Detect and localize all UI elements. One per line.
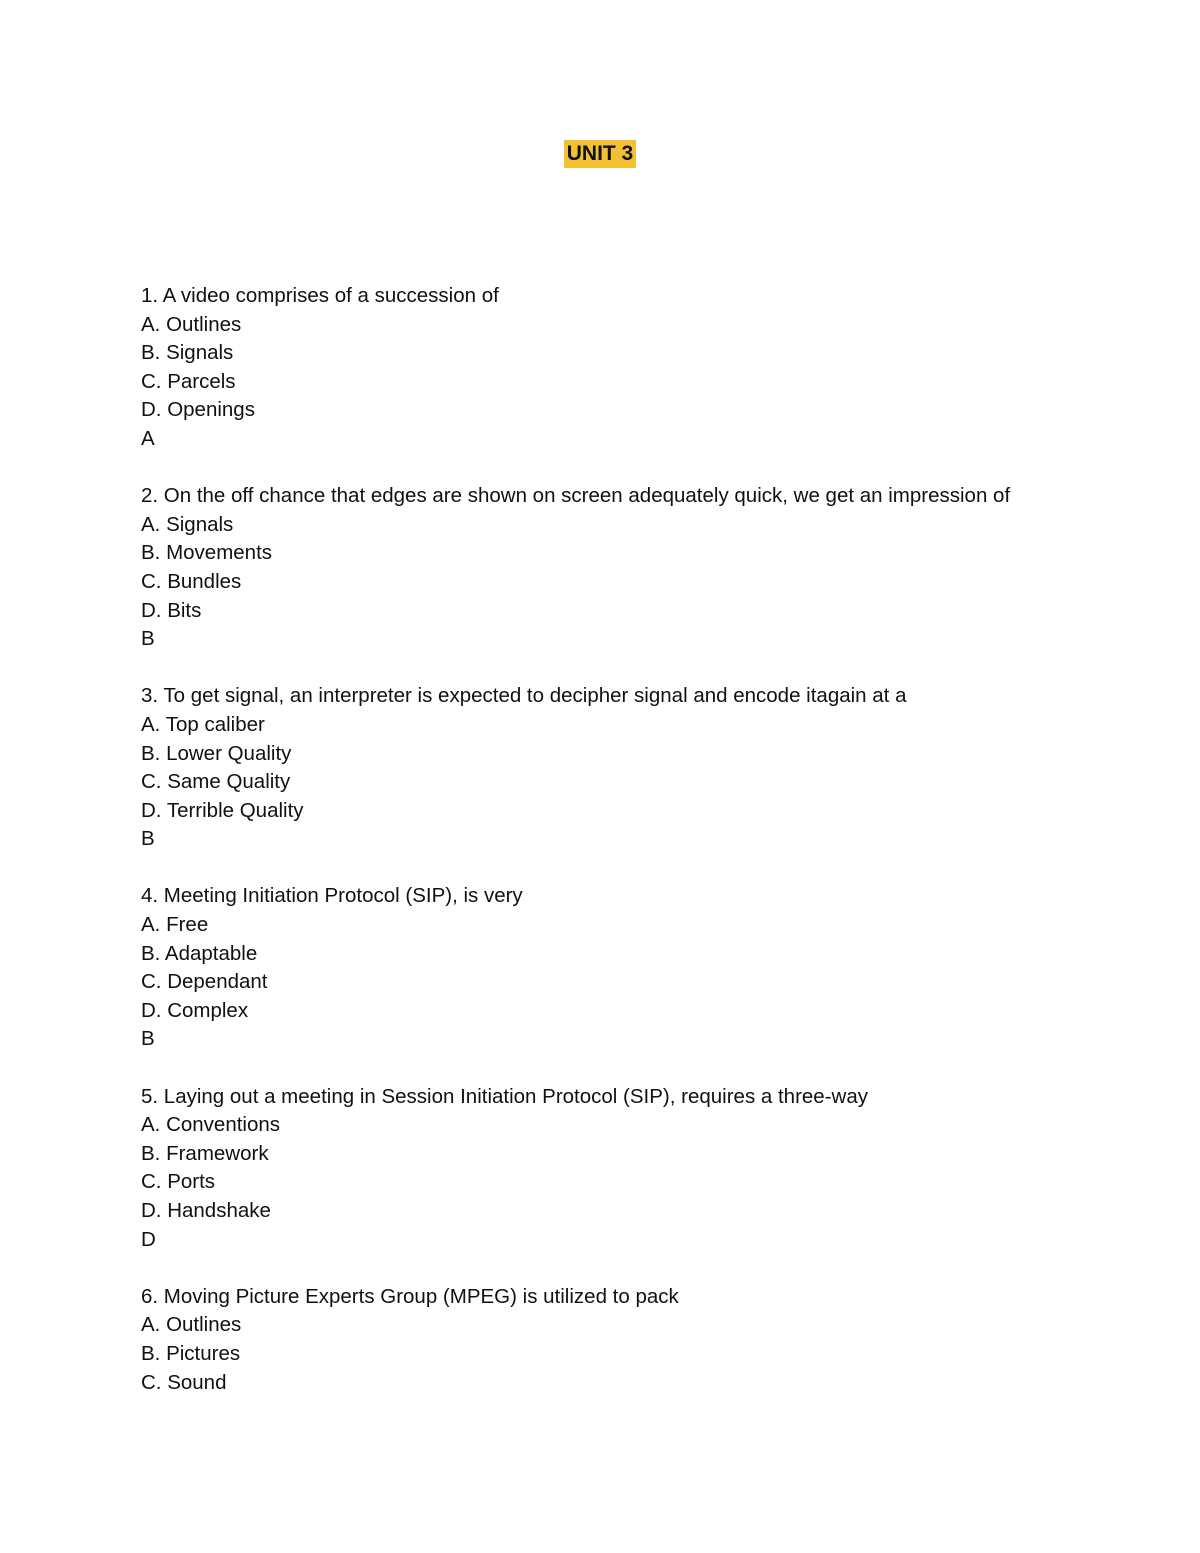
option-d: D. Handshake: [141, 1199, 271, 1222]
question-stem: 6. Moving Picture Experts Group (MPEG) is utilized to pack: [141, 1284, 679, 1308]
option-c: C. Parcels: [141, 369, 236, 393]
answer: D: [141, 1227, 156, 1251]
option-c: C. Dependant: [141, 970, 268, 994]
question-stem: 1. A video comprises of a succession of: [141, 284, 499, 307]
option-a: A. Outlines: [141, 312, 242, 336]
option-b: B. Adaptable: [141, 941, 258, 965]
option-b: B. Signals: [141, 341, 234, 365]
question-2: [141, 482, 1141, 654]
option-c: C. Bundles: [141, 569, 242, 593]
option-d: D. Terrible Quality: [141, 798, 304, 822]
question-5: [141, 1083, 1141, 1255]
question-stem: 3. To get signal, an interpreter is expected to decipher signal and encode itagain at a: [141, 684, 907, 708]
option-d: D. Complex: [141, 998, 249, 1022]
option-d: D. Openings: [141, 398, 255, 422]
option-a: A. Signals: [141, 512, 234, 536]
question-6: [141, 1283, 1141, 1397]
answer: A: [141, 426, 155, 450]
option-a: A. Top caliber: [141, 712, 265, 736]
answer: B: [141, 1027, 155, 1051]
title-container: [0, 140, 1200, 168]
question-3: [141, 682, 1141, 854]
option-a: A. Outlines: [141, 1313, 242, 1337]
question-4: [141, 882, 1141, 1054]
question-stem: 5. Laying out a meeting in Session Initiation Protocol (SIP), requires a three-way: [141, 1084, 868, 1108]
unit-title: UNIT 3: [564, 140, 637, 168]
option-b: B. Lower Quality: [141, 741, 292, 765]
option-c: C. Ports: [141, 1170, 216, 1194]
option-a: A. Conventions: [141, 1113, 281, 1137]
option-a: A. Free: [141, 913, 209, 937]
question-stem: 2. On the off chance that edges are shown on screen adequately quick, we get an impression of: [141, 484, 1011, 508]
option-b: B. Movements: [141, 541, 273, 565]
option-d: D. Bits: [141, 598, 202, 622]
option-c: C. Sound: [141, 1370, 227, 1394]
option-b: B. Framework: [141, 1141, 269, 1165]
question-stem: 4. Meeting Initiation Protocol (SIP), is very: [141, 884, 523, 908]
question-1: [141, 282, 1141, 454]
option-c: C. Same Quality: [141, 770, 291, 794]
option-b: B. Pictures: [141, 1341, 241, 1365]
question-list: [141, 282, 1141, 1426]
answer: B: [141, 627, 155, 651]
answer: B: [141, 827, 155, 851]
